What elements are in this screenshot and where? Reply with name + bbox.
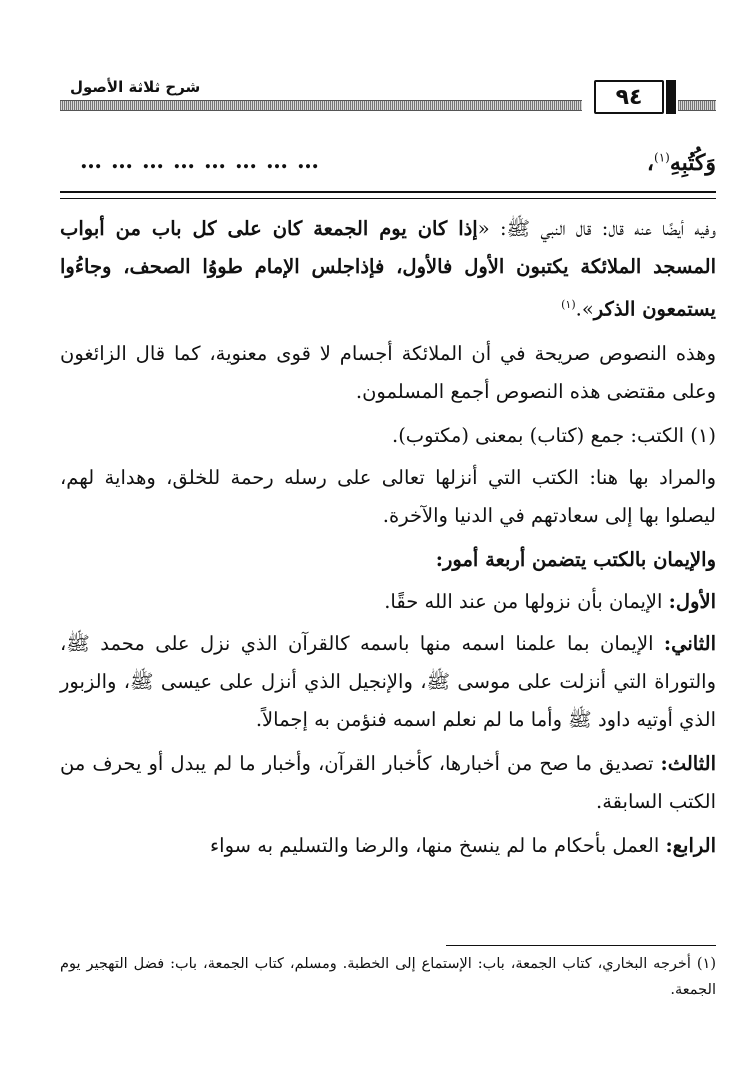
commentary-body [60, 210, 716, 871]
footnotes [60, 951, 716, 1003]
paragraph-books-definition: (١) الكتب: جمع (كتاب) بمعنى (مكتوب). [392, 423, 716, 447]
footnote-separator [446, 945, 716, 946]
matn-text [647, 150, 716, 176]
matn-word: وَكُتُبِهِ [669, 150, 716, 176]
page-header [60, 70, 716, 116]
book-page [60, 70, 716, 1060]
third-label: الثالث: [660, 751, 716, 775]
matn-line [60, 146, 716, 186]
paragraph-four-matters: والإيمان بالكتب يتضمن أربعة أمور: [435, 547, 716, 571]
second-text: الإيمان بما علمنا اسمه منها باسمه كالقرآن الذي نزل على محمد ﷺ، والتوراة التي أنزلت على موسى ﷺ، والإنجيل الذي أنزل على عيسى ﷺ، والزبور الذي أوتيه داود ﷺ وأما ما لم نعلم اسمه فنؤمن به إجمالاً. [60, 631, 716, 731]
matn-separator [60, 191, 716, 199]
paragraph-books-meaning: والمراد بها هنا: الكتب التي أنزلها تعالى على رسله رحمة للخلق، وهداية لهم، ليصلوا بها إلى سعادتهم في الدنيا والآخرة. [60, 465, 716, 527]
paragraph-first [60, 583, 716, 621]
first-text: الإيمان بأن نزولها من عند الله حقًا. [384, 589, 669, 613]
page-number: ٩٤ [594, 80, 664, 114]
hadith-footnote-ref: (١) [561, 298, 576, 311]
paragraph-angels: وهذه النصوص صريحة في أن الملائكة أجسام لا قوى معنوية، كما قال الزائغون وعلى مقتضى هذه النصوص أجمع المسلمون. [60, 341, 716, 403]
fourth-label: الرابع: [665, 833, 716, 857]
paragraph-fourth [60, 827, 716, 865]
paragraph-third [60, 745, 716, 821]
matn-dots: …………………… [80, 148, 328, 174]
fourth-text: العمل بأحكام ما لم ينسخ منها، والرضا والتسليم به سواء [210, 833, 666, 857]
third-text: تصديق ما صح من أخبارها، كأخبار القرآن، وأخبار ما لم يبدل أو يحرف من الكتب السابقة. [60, 751, 716, 813]
header-band [60, 100, 582, 111]
hadith-close: ». [575, 297, 594, 321]
hadith-text: إذا كان يوم الجمعة كان على كل باب من أبواب المسجد الملائكة يكتبون الأول فالأول، فإذاجلس الإمام طووُا الصحف، وجاءُوا يستمعون الذكر [60, 217, 716, 321]
paragraph-hadith [60, 210, 716, 329]
header-band-right [678, 100, 716, 111]
page-number-tab [666, 80, 676, 114]
matn-trail: ، [646, 150, 654, 176]
second-label: الثاني: [663, 631, 716, 655]
paragraph-second [60, 625, 716, 739]
book-title: شرح ثلاثة الأصول [70, 78, 201, 96]
footnote-1: (١) أخرجه البخاري، كتاب الجمعة، باب: الإستماع إلى الخطبة. ومسلم، كتاب الجمعة، باب: فضل التهجير يوم الجمعة. [60, 956, 716, 998]
hadith-intro: وفيه أيضًا عنه قال: قال النبي ﷺ: « [477, 217, 716, 240]
matn-footnote-ref: (١) [654, 150, 670, 165]
first-label: الأول: [668, 589, 716, 613]
